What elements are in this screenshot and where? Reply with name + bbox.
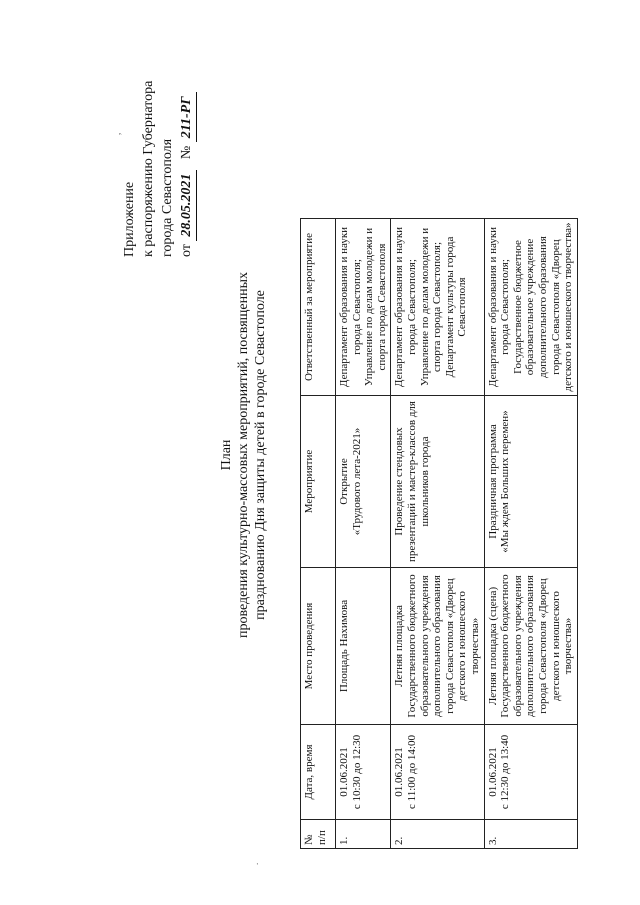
cell-place: Летняя площадка Государственного бюджетного образовательного учреждения дополнительного образования города Севастополя «Дворец детского и юношеского творчества»: [391, 568, 484, 725]
event-line-a: Проведение стендовых презентаций и мастер-классов для школьников города: [393, 401, 431, 562]
cell-place: Летняя площадка (сцена) Государственного бюджетного образовательного учреждения дополнительного образования города Севастополя «Дворец детского и юношеского творчества»: [484, 568, 577, 725]
header-date: Дата, время: [301, 725, 336, 820]
event-line-a: Открытие: [338, 458, 350, 505]
cell-date: [484, 725, 577, 820]
resp-line-b: Управление по делам молодежи и спорта города Севастополя;: [418, 227, 444, 387]
number-prefix: №: [179, 145, 194, 160]
scan-mark: ,: [112, 132, 122, 135]
appendix-block: [120, 0, 197, 257]
appendix-line1: Приложение: [122, 181, 137, 257]
order-number: 211-РГ: [177, 92, 197, 142]
header-responsible: Ответственный за мероприятие: [301, 219, 336, 396]
from-prefix: от: [179, 244, 194, 257]
event-line-b: «Мы ждем Больших перемен»: [499, 410, 512, 553]
date-value: 01.06.2021: [393, 747, 406, 797]
date-value: 01.06.2021: [338, 747, 350, 797]
header-place: Место проведения: [301, 568, 336, 725]
time-value: с 10:30 до 12:30: [350, 734, 363, 810]
scan-mark: .: [250, 862, 260, 865]
order-date: 28.05.2021: [177, 170, 197, 241]
table-row: [391, 219, 484, 849]
resp-line-b: Управление по делам молодежи и спорта города Севастополя: [363, 227, 388, 387]
title-line1: План: [219, 439, 234, 471]
cell-num: 1.: [336, 820, 391, 849]
cell-num: 3.: [484, 820, 577, 849]
cell-event: [391, 396, 484, 568]
table-header-row: [301, 219, 336, 849]
resp-line-a: Департамент образования и науки города Севастополя;: [393, 226, 418, 388]
header-event: Мероприятие: [301, 396, 336, 568]
cell-event: [484, 396, 577, 568]
appendix-line2: к распоряжению Губернатора: [141, 80, 156, 257]
title-line3: празднованию Дня защиты детей в городе Севастополе: [253, 290, 268, 620]
table-row: [336, 219, 391, 849]
cell-responsible: [391, 219, 484, 396]
appendix-line3: города Севастополя: [160, 138, 175, 257]
time-value: с 11:00 до 14:00: [405, 735, 418, 809]
cell-responsible: [484, 219, 577, 396]
table-row: [484, 219, 577, 849]
time-value: с 12:30 до 13:40: [499, 734, 512, 810]
document-title: [218, 155, 269, 755]
title-line2: проведения культурно-массовых мероприятий, посвященных: [236, 271, 251, 639]
header-num: № п/п: [301, 820, 336, 849]
cell-responsible: [336, 219, 391, 396]
resp-line-b: Государственное бюджетное образовательное учреждение дополнительного образования города Севастополя «Дворец детского и юношеского творчества»: [511, 222, 575, 392]
cell-event: [336, 396, 391, 568]
cell-date: [336, 725, 391, 820]
cell-date: [391, 725, 484, 820]
cell-num: 2.: [391, 820, 484, 849]
resp-line-a: Департамент образования и науки города Севастополя;: [338, 226, 363, 388]
event-line-b: «Трудового лета-2021»: [350, 427, 363, 536]
resp-line-c: Департамент культуры города Севастополя: [443, 236, 469, 378]
cell-place: Площадь Нахимова: [336, 568, 391, 725]
date-value: 01.06.2021: [486, 747, 499, 797]
appendix-date-line: [177, 0, 197, 257]
resp-line-a: Департамент образования и науки города Севастополя;: [486, 226, 512, 388]
event-line-a: Праздничная программа: [486, 424, 499, 539]
events-table: [300, 218, 578, 849]
